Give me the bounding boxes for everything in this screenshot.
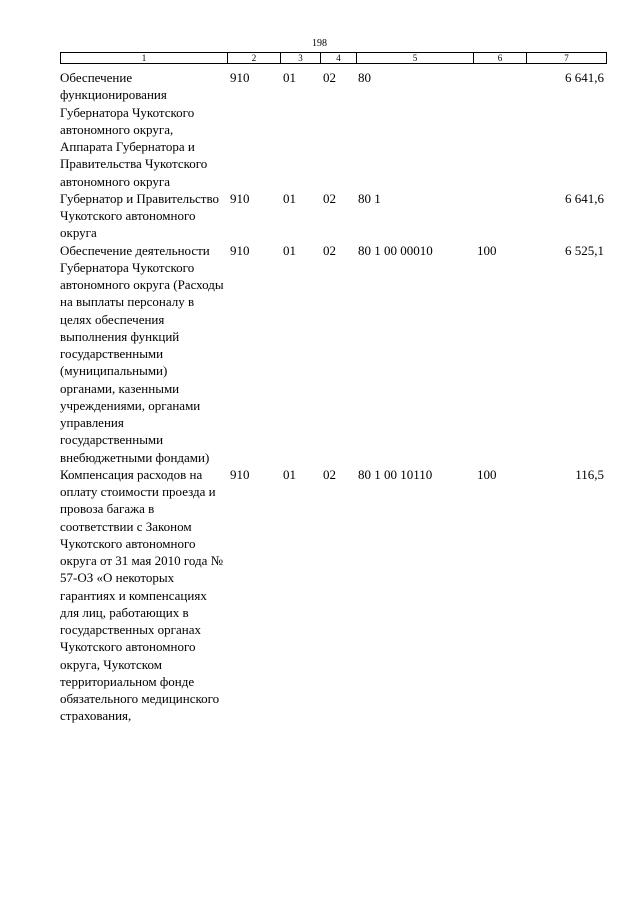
table-row — [60, 69, 606, 190]
row-section-code: 01 — [283, 190, 296, 206]
header-cell-4: 4 — [321, 53, 357, 64]
row-ministry-code: 910 — [230, 190, 250, 206]
budget-table — [60, 69, 606, 725]
column-number-header — [60, 52, 607, 64]
row-name: Губернатор и Правительство Чукотского автономного округа — [60, 190, 220, 241]
row-target-code: 80 1 00 00010 — [358, 242, 433, 258]
row-section-code: 01 — [283, 242, 296, 258]
row-expense-type — [473, 69, 526, 190]
row-target-code: 80 1 00 10110 — [358, 466, 433, 482]
row-section-code: 01 — [283, 466, 296, 482]
row-expense-type: 100 — [477, 242, 497, 258]
header-cell-6: 6 — [474, 53, 527, 64]
row-name: Компенсация расходов на оплату стоимости проезда и провоза багажа в соответствии с Законом Чукотского автономного округа от 31 мая 2010 года № 57-ОЗ «О некоторых гарантиях и компенсациях для лиц, работающих в государственных органах Чукотского автономного округа, Чукотском территориальном фонде обязательного медицинского страхования, — [60, 466, 224, 724]
header-cell-7: 7 — [527, 53, 607, 64]
row-name: Обеспечение деятельности Губернатора Чукотского автономного округа (Расходы на выплаты персоналу в целях обеспечения выполнения функций государственными (муниципальными) органами, казенными учреждениями, органами управления государственными внебюджетными фондами) — [60, 242, 224, 465]
header-cell-2: 2 — [228, 53, 281, 64]
row-target-code: 80 1 — [358, 190, 381, 206]
row-subsection-code: 02 — [323, 190, 336, 206]
row-subsection-code: 02 — [323, 466, 336, 482]
row-expense-type — [473, 190, 526, 242]
row-ministry-code: 910 — [230, 242, 250, 258]
row-ministry-code: 910 — [230, 466, 250, 482]
table-row — [60, 466, 606, 725]
row-subsection-code: 02 — [323, 242, 336, 258]
table-row — [60, 190, 606, 242]
row-amount: 6 525,1 — [565, 242, 604, 258]
row-ministry-code: 910 — [230, 70, 250, 85]
row-amount: 6 641,6 — [565, 190, 604, 206]
row-subsection-code: 02 — [323, 70, 336, 85]
header-cell-5: 5 — [357, 53, 474, 64]
page-number: 198 — [312, 38, 327, 49]
row-section-code: 01 — [283, 70, 296, 85]
header-cell-3: 3 — [281, 53, 321, 64]
row-expense-type: 100 — [477, 466, 497, 482]
row-target-code: 80 — [358, 70, 371, 85]
table-row — [60, 242, 606, 466]
row-name: Обеспечение функционирования Губернатора Чукотского автономного округа, Аппарата Губернатора и Правительства Чукотского автономного округа — [60, 70, 208, 189]
header-row — [61, 53, 607, 64]
row-amount: 116,5 — [575, 466, 604, 482]
header-cell-1: 1 — [61, 53, 228, 64]
row-amount: 6 641,6 — [565, 70, 604, 85]
